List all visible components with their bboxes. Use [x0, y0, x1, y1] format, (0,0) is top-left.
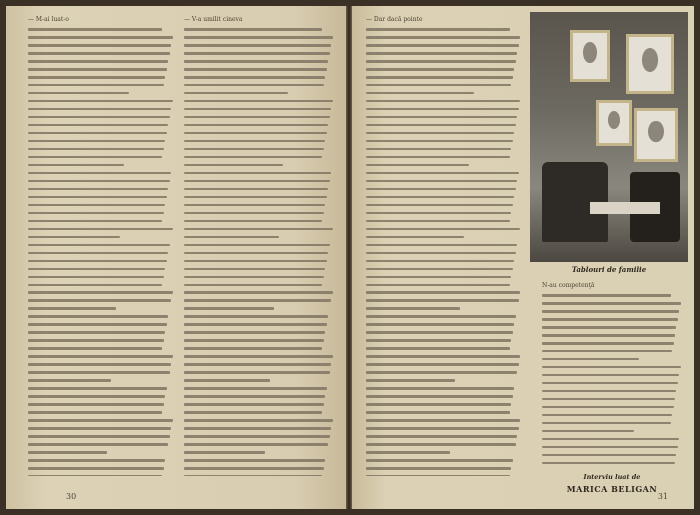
text-line-placeholder — [366, 28, 510, 31]
text-line-placeholder — [28, 180, 170, 183]
text-line-placeholder — [366, 419, 520, 422]
text-line-placeholder — [28, 236, 120, 239]
text-line-placeholder — [366, 60, 516, 63]
text-line-placeholder — [28, 276, 164, 279]
text-line-placeholder — [542, 342, 674, 345]
text-line-placeholder — [184, 140, 325, 143]
text-line-placeholder — [184, 419, 333, 422]
text-line-placeholder — [366, 148, 511, 151]
text-line-placeholder — [366, 475, 510, 476]
text-line-placeholder — [184, 323, 327, 326]
text-line-placeholder — [366, 371, 517, 374]
text-line-placeholder — [542, 462, 675, 465]
column-lead-text: — Dar dacă pointe — [366, 16, 423, 23]
text-line-placeholder — [28, 291, 173, 294]
text-line-placeholder — [28, 148, 164, 151]
text-line-placeholder — [184, 315, 328, 318]
text-line-placeholder — [28, 427, 171, 430]
text-line-placeholder — [366, 331, 513, 334]
text-line-placeholder — [28, 379, 111, 382]
text-line-placeholder — [184, 84, 324, 87]
portrait-frame — [626, 34, 674, 94]
text-line-placeholder — [542, 414, 672, 417]
text-line-placeholder — [184, 92, 288, 95]
text-line-placeholder — [184, 180, 330, 183]
right-page-column-1 — [366, 16, 522, 476]
text-line-placeholder — [366, 220, 510, 223]
text-line-placeholder — [366, 84, 511, 87]
text-line-placeholder — [184, 347, 322, 350]
interview-author-name: MARICA BELIGAN — [566, 484, 658, 494]
right-page — [352, 6, 694, 509]
text-line-placeholder — [28, 172, 171, 175]
text-line-placeholder — [28, 419, 173, 422]
text-line-placeholder — [184, 196, 327, 199]
text-line-placeholder — [184, 44, 331, 47]
text-line-placeholder — [184, 52, 330, 55]
text-line-placeholder — [184, 395, 325, 398]
text-line-placeholder — [184, 291, 333, 294]
interview-byline-prefix: Interviu luat de — [583, 473, 641, 481]
text-line-placeholder — [28, 204, 165, 207]
text-line-placeholder — [366, 379, 455, 382]
text-line-placeholder — [366, 403, 511, 406]
text-line-placeholder — [366, 196, 514, 199]
text-line-placeholder — [366, 116, 517, 119]
magazine-spread — [6, 6, 694, 509]
text-line-placeholder — [184, 379, 270, 382]
text-line-placeholder — [28, 331, 165, 334]
text-line-placeholder — [28, 395, 165, 398]
text-line-placeholder — [542, 374, 679, 377]
text-line-placeholder — [366, 244, 517, 247]
text-line-placeholder — [28, 451, 107, 454]
text-line-placeholder — [366, 156, 510, 159]
text-line-placeholder — [184, 299, 331, 302]
text-line-placeholder — [184, 148, 324, 151]
text-lines — [184, 28, 334, 476]
text-line-placeholder — [184, 164, 283, 167]
text-line-placeholder — [28, 100, 173, 103]
text-line-placeholder — [366, 44, 519, 47]
text-line-placeholder — [184, 467, 324, 470]
text-line-placeholder — [184, 36, 333, 39]
text-line-placeholder — [28, 28, 162, 31]
text-line-placeholder — [28, 371, 170, 374]
text-line-placeholder — [184, 284, 322, 287]
text-line-placeholder — [28, 228, 173, 231]
text-line-placeholder — [366, 411, 510, 414]
text-line-placeholder — [542, 358, 639, 361]
text-line-placeholder — [28, 84, 164, 87]
text-line-placeholder — [184, 339, 324, 342]
text-line-placeholder — [28, 363, 171, 366]
text-line-placeholder — [28, 475, 162, 476]
text-line-placeholder — [184, 331, 325, 334]
text-line-placeholder — [366, 315, 516, 318]
portrait-frame — [570, 30, 610, 82]
text-line-placeholder — [366, 188, 516, 191]
text-line-placeholder — [184, 443, 328, 446]
text-line-placeholder — [542, 438, 679, 441]
text-line-placeholder — [366, 323, 514, 326]
text-line-placeholder — [366, 459, 513, 462]
text-line-placeholder — [184, 236, 279, 239]
text-line-placeholder — [366, 443, 516, 446]
text-line-placeholder — [542, 430, 634, 433]
text-line-placeholder — [184, 212, 324, 215]
text-line-placeholder — [366, 355, 520, 358]
table-shape — [590, 202, 660, 214]
text-line-placeholder — [28, 92, 129, 95]
text-line-placeholder — [542, 366, 681, 369]
text-line-placeholder — [184, 124, 328, 127]
text-line-placeholder — [184, 475, 322, 476]
text-line-placeholder — [542, 446, 678, 449]
text-line-placeholder — [366, 467, 511, 470]
text-line-placeholder — [366, 228, 520, 231]
text-line-placeholder — [542, 334, 675, 337]
text-line-placeholder — [366, 291, 520, 294]
text-line-placeholder — [28, 76, 165, 79]
text-line-placeholder — [366, 108, 519, 111]
text-line-placeholder — [28, 68, 167, 71]
text-line-placeholder — [184, 100, 333, 103]
text-line-placeholder — [28, 156, 162, 159]
text-line-placeholder — [184, 371, 330, 374]
text-lines — [28, 28, 174, 476]
text-line-placeholder — [366, 435, 517, 438]
text-line-placeholder — [184, 172, 331, 175]
text-line-placeholder — [366, 339, 511, 342]
text-line-placeholder — [366, 140, 513, 143]
text-line-placeholder — [366, 236, 464, 239]
text-line-placeholder — [28, 443, 168, 446]
text-line-placeholder — [542, 326, 676, 329]
text-line-placeholder — [28, 467, 164, 470]
text-line-placeholder — [28, 60, 168, 63]
text-line-placeholder — [28, 212, 164, 215]
text-line-placeholder — [184, 451, 265, 454]
text-line-placeholder — [542, 294, 671, 297]
text-line-placeholder — [184, 459, 325, 462]
text-line-placeholder — [366, 36, 520, 39]
page-number-left: 30 — [66, 492, 77, 501]
text-line-placeholder — [184, 355, 333, 358]
text-line-placeholder — [366, 347, 510, 350]
text-line-placeholder — [184, 411, 322, 414]
text-line-placeholder — [28, 403, 164, 406]
portrait-frame — [596, 100, 632, 146]
text-line-placeholder — [184, 60, 328, 63]
text-line-placeholder — [366, 387, 514, 390]
text-line-placeholder — [366, 268, 513, 271]
text-line-placeholder — [366, 100, 520, 103]
text-line-placeholder — [366, 212, 511, 215]
family-portraits-photo — [530, 12, 688, 262]
text-line-placeholder — [366, 284, 510, 287]
text-line-placeholder — [366, 68, 514, 71]
text-line-placeholder — [542, 422, 671, 425]
text-line-placeholder — [28, 435, 170, 438]
text-line-placeholder — [184, 307, 274, 310]
text-line-placeholder — [184, 220, 322, 223]
text-line-placeholder — [542, 318, 678, 321]
text-line-placeholder — [28, 260, 167, 263]
text-line-placeholder — [366, 92, 474, 95]
text-line-placeholder — [28, 284, 162, 287]
text-line-placeholder — [28, 220, 162, 223]
text-line-placeholder — [184, 427, 331, 430]
text-line-placeholder — [184, 403, 324, 406]
text-lines — [366, 28, 522, 476]
text-line-placeholder — [28, 164, 124, 167]
text-line-placeholder — [184, 204, 325, 207]
text-line-placeholder — [184, 108, 331, 111]
left-page-column-1 — [28, 16, 174, 476]
text-line-placeholder — [366, 307, 460, 310]
text-line-placeholder — [28, 188, 168, 191]
text-line-placeholder — [366, 76, 513, 79]
text-line-placeholder — [184, 363, 331, 366]
text-line-placeholder — [366, 451, 450, 454]
text-line-placeholder — [366, 276, 511, 279]
text-line-placeholder — [366, 204, 513, 207]
text-line-placeholder — [28, 196, 167, 199]
text-line-placeholder — [184, 28, 322, 31]
left-page-column-2 — [184, 16, 334, 476]
text-line-placeholder — [28, 339, 164, 342]
text-line-placeholder — [28, 116, 170, 119]
text-line-placeholder — [28, 315, 168, 318]
text-line-placeholder — [28, 307, 116, 310]
text-line-placeholder — [184, 228, 333, 231]
text-line-placeholder — [366, 427, 519, 430]
text-line-placeholder — [542, 454, 676, 457]
text-line-placeholder — [366, 164, 469, 167]
text-line-placeholder — [184, 244, 330, 247]
text-line-placeholder — [184, 268, 325, 271]
text-line-placeholder — [542, 310, 679, 313]
column-lead-text: N-au competenţă — [542, 282, 595, 289]
text-line-placeholder — [28, 387, 167, 390]
text-line-placeholder — [28, 244, 170, 247]
text-line-placeholder — [366, 395, 513, 398]
text-line-placeholder — [28, 252, 168, 255]
text-line-placeholder — [28, 411, 162, 414]
text-line-placeholder — [366, 252, 516, 255]
text-line-placeholder — [366, 52, 517, 55]
text-line-placeholder — [28, 355, 173, 358]
text-line-placeholder — [28, 36, 173, 39]
column-lead-text: — M-ai luat-o — [28, 16, 69, 23]
text-line-placeholder — [28, 268, 165, 271]
text-line-placeholder — [184, 260, 327, 263]
left-page — [6, 6, 346, 509]
text-line-placeholder — [28, 299, 171, 302]
text-line-placeholder — [184, 276, 324, 279]
portrait-frame — [634, 108, 678, 162]
text-line-placeholder — [28, 347, 162, 350]
text-line-placeholder — [542, 350, 672, 353]
text-line-placeholder — [542, 382, 678, 385]
text-line-placeholder — [542, 398, 675, 401]
text-line-placeholder — [366, 132, 514, 135]
text-line-placeholder — [28, 52, 170, 55]
text-line-placeholder — [542, 390, 676, 393]
right-page-column-2 — [542, 282, 682, 468]
text-line-placeholder — [28, 124, 168, 127]
text-line-placeholder — [542, 302, 681, 305]
text-line-placeholder — [366, 124, 516, 127]
text-line-placeholder — [366, 260, 514, 263]
text-line-placeholder — [184, 435, 330, 438]
text-line-placeholder — [184, 252, 328, 255]
text-line-placeholder — [28, 132, 167, 135]
text-line-placeholder — [542, 406, 674, 409]
page-number-right: 31 — [657, 492, 668, 501]
text-line-placeholder — [184, 387, 327, 390]
text-line-placeholder — [28, 140, 165, 143]
text-line-placeholder — [184, 156, 322, 159]
text-line-placeholder — [366, 172, 519, 175]
text-line-placeholder — [184, 68, 327, 71]
text-line-placeholder — [366, 363, 519, 366]
text-line-placeholder — [28, 108, 171, 111]
text-line-placeholder — [366, 299, 519, 302]
text-line-placeholder — [184, 132, 327, 135]
column-lead-text: — V-a umilit cineva — [184, 16, 243, 23]
text-line-placeholder — [184, 188, 328, 191]
text-line-placeholder — [184, 116, 330, 119]
photo-caption: Tablouri de familie — [571, 265, 647, 274]
text-line-placeholder — [28, 323, 167, 326]
text-lines — [542, 294, 682, 468]
text-line-placeholder — [184, 76, 325, 79]
text-line-placeholder — [366, 180, 517, 183]
text-line-placeholder — [28, 44, 171, 47]
text-line-placeholder — [28, 459, 165, 462]
